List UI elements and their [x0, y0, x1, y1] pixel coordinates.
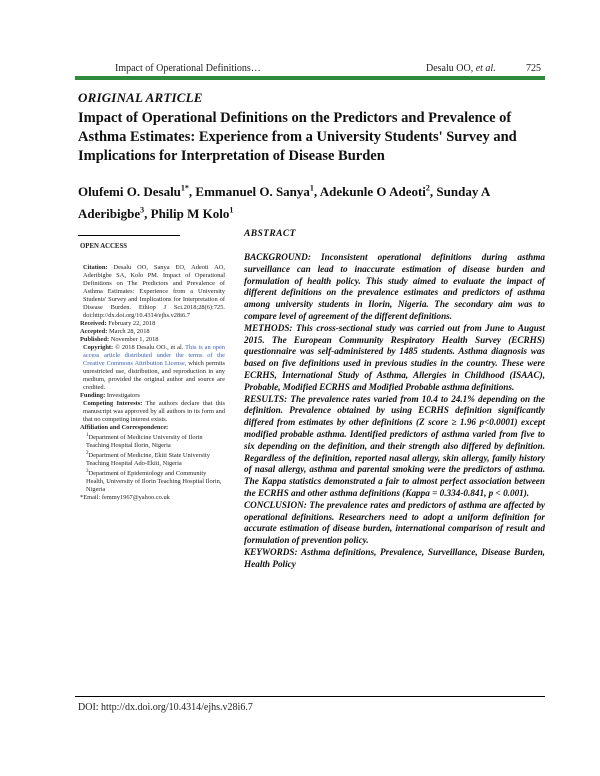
received-label: Received:	[80, 320, 107, 327]
running-author-etal: et al.	[475, 63, 496, 74]
citation-text: Desalu OO, Sanya EO, Adeoti AO, Aderibigbe SA, Kolo PM. Impact of Operational Definitions on The Predictors and Prevalence of Asthma Estimates: Experience from a University Students' Survey and Implications for Interpretation of Disease Burden. Ethiop J Sci.2018;28(6):725. doi:http://dx.doi.org/10.4314/ejhs.v28i6.7	[83, 264, 225, 319]
keywords-label: KEYWORDS:	[244, 546, 298, 557]
affiliation-list	[80, 432, 225, 494]
affiliation-item	[86, 450, 225, 468]
author-separator: ,	[313, 184, 320, 200]
author-list	[78, 180, 548, 223]
license-text: which permits unrestricted use, distribution, and reproduction in any medium, provided the original author and source are credited.	[83, 360, 225, 391]
author-affiliation-marker: 1	[309, 184, 314, 193]
accepted	[80, 328, 225, 336]
background-label: BACKGROUND:	[244, 252, 311, 262]
abstract-background	[244, 252, 545, 323]
abstract-heading: ABSTRACT	[244, 229, 296, 239]
author-name: Philip M Kolo	[150, 205, 230, 221]
methods-text: This cross-sectional study was carried out from June to August 2015. The European Community Respiratory Health Survey (ECRHS) questionnaire was self-administered by 1485 students. Asthma diagnosis was based on five definitions used in previous studies in the country. These were ECRHS, International Study of Asthma, Allergies in Childhood (ISAAC), Probable, Modified ECRHS and Modified Probable asthma definitions.	[244, 322, 545, 392]
affiliation-label: Affiliation and Correspondence:	[80, 424, 169, 431]
affiliation-item	[86, 468, 225, 494]
license-link[interactable]: This is an open access article distributed under the terms of the Creative Commons Attribution License,	[83, 344, 225, 367]
article-info-sidebar	[80, 243, 225, 502]
affiliation-text: Department of Epidemiology and Community Health, University of Ilorin Teaching Hospital Ilorin, Nigeria	[86, 470, 222, 494]
author-separator: ,	[144, 205, 151, 221]
published-label: Published:	[80, 336, 110, 343]
header-rule	[75, 76, 545, 80]
citation	[83, 264, 225, 320]
accepted-date: March 28, 2018	[108, 328, 150, 335]
copyright-text: © 2018 Desalu OO., et al.	[115, 344, 184, 351]
competing-text: The authors declare that this manuscript was approved by all authors in its form and that no competing interest exists.	[83, 400, 225, 423]
published-date: November 1, 2018	[110, 336, 159, 343]
conclusion-label: CONCLUSION:	[244, 499, 307, 510]
affiliation-text: Department of Medicine University of Ilorin Teaching Hospital Ilorin, Nigeria	[86, 434, 203, 450]
results-text: The prevalence rates varied from 10.4 to 24.1% depending on the definition. Prevalence obtained by using ECRHS definition significantly differed from estimates by other definitions (Z score ≥ 1.96 p<0.0001) except modified probable asthma. Identified predictors of asthma varied from five to six depending on the definition, and their strength also differed by definition. Regardless of the definition, reported nasal allergy, skin allergy, family history of nasal allergy, asthma and parental smoking were the predictors of asthma. The Kappa statistics demonstrated a fair to almost perfect association between the ECRHS and other asthma definitions (Kappa = 0.334-0.841, p < 0.001).	[244, 393, 546, 498]
copyright-label: Copyright:	[83, 344, 114, 351]
footer-rule	[75, 696, 545, 697]
affiliation-marker: 2	[86, 451, 89, 457]
abstract-methods	[244, 323, 545, 394]
author-affiliation-marker: 1	[229, 205, 234, 215]
funding-label: Funding:	[80, 392, 106, 399]
affiliation-text: Department of Medicine, Ekiti State University Teaching Hospital Ado-Ekiti, Nigeria	[86, 452, 210, 468]
author-name: Olufemi O. Desalu	[78, 184, 181, 200]
keywords-text: Asthma definitions, Prevalence, Surveillance, Disease Burden, Health Policy	[244, 546, 545, 569]
copyright	[83, 344, 225, 392]
received-date: February 22, 2018	[108, 320, 156, 327]
citation-label: Citation:	[83, 264, 108, 271]
affiliation-marker: 3	[86, 469, 89, 475]
open-access-label: OPEN ACCESS	[80, 243, 128, 250]
article-title: Impact of Operational Definitions on the Predictors and Prevalence of Asthma Estimates: Experience from a University Students' Survey and Implications for Interpretation of Disease Burden	[78, 110, 517, 164]
author-affiliation-marker: 2	[425, 184, 430, 193]
doi-link[interactable]: DOI: http://dx.doi.org/10.4314/ejhs.v28i6.7	[78, 702, 253, 713]
results-label: RESULTS:	[244, 393, 288, 404]
abstract-conclusion	[244, 500, 545, 547]
accepted-label: Accepted:	[80, 328, 108, 335]
article-type: ORIGINAL ARTICLE	[78, 90, 203, 105]
running-title: Impact of Operational Definitions…	[115, 63, 261, 74]
author-name: Adekunle O Adeoti	[319, 184, 426, 200]
running-author	[426, 63, 496, 74]
author-name: Sunday A Aderibigbe	[78, 184, 490, 221]
background-text: Inconsistent operational definitions during asthma surveillance can lead to inaccurate estimation of disease burden and formulation of health policy. This study aimed to evaluate the impact of different definitions on the prevalence estimates and predictors of asthma among university students in Ilorin, Nigeria. The secondary aim was to compare level of agreement of the different definitions.	[244, 252, 545, 321]
conclusion-text: The prevalence rates and predictors of asthma are affected by operational definitions. Researchers need to adopt a uniform definition for accurate estimation of disease burden, international comparison of result and formulation of prevention policy.	[244, 499, 546, 546]
funding	[80, 392, 225, 400]
funding-text: Investigators	[106, 392, 140, 399]
published	[80, 336, 225, 344]
sidebar-rule	[78, 235, 180, 236]
abstract-results	[244, 394, 545, 500]
methods-label: METHODS:	[244, 322, 293, 333]
author-separator: ,	[188, 184, 196, 200]
author-separator: ,	[429, 184, 437, 200]
running-author-name: Desalu OO,	[426, 63, 474, 74]
competing-interests	[83, 400, 225, 424]
affiliation-item	[86, 432, 225, 450]
affiliation-marker: 1	[86, 433, 89, 438]
author-name: Emmanuel O. Sanya	[195, 184, 310, 200]
page-number: 725	[526, 63, 541, 74]
competing-label: Competing Interests:	[83, 400, 143, 407]
author-affiliation-marker: 3	[140, 205, 145, 215]
abstract-body	[244, 252, 545, 571]
received	[80, 320, 225, 328]
correspondence-email: *Email: femmy1967@yahoo.co.uk	[80, 494, 170, 502]
author-affiliation-marker: 1*	[180, 184, 189, 193]
affiliation-heading	[80, 424, 225, 432]
abstract-keywords	[244, 547, 545, 571]
